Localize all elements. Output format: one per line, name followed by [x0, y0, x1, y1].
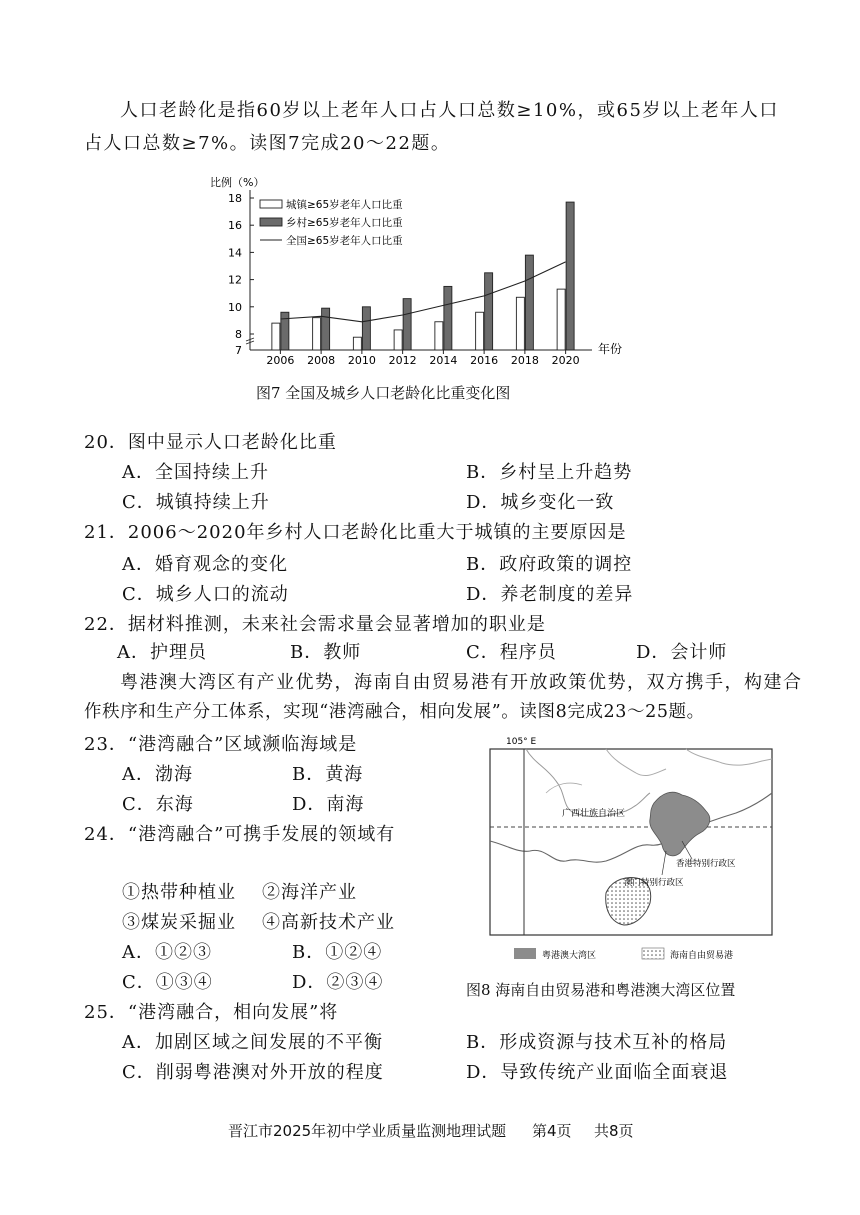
- chart-xlabel: 年份: [598, 342, 623, 356]
- q23-stem: 23．“港湾融合”区域濒临海域是: [84, 734, 358, 755]
- q23-option-b[interactable]: B．黄海: [292, 764, 364, 785]
- chart-bar-rural: [281, 312, 289, 350]
- map-legend-hainan-label: 海南自由贸易港: [670, 951, 734, 961]
- map-label-guangxi: 广西壮族自治区: [562, 809, 626, 819]
- chart-ytick-label: 18: [228, 192, 242, 205]
- chart-ytick-label: 12: [228, 273, 242, 287]
- chart-ytick-label: 10: [228, 300, 242, 314]
- q21-option-b[interactable]: B．政府政策的调控: [466, 554, 633, 575]
- map-label-hongkong: 香港特别行政区: [676, 859, 736, 869]
- q20-option-b[interactable]: B．乡村呈上升趋势: [466, 462, 633, 483]
- chart-ytick-label: 16: [228, 219, 242, 233]
- chart-bar-rural: [444, 286, 452, 350]
- intro-line-1: 人口老龄化是指60岁以上老年人口占人口总数≥10%，或65岁以上老年人口: [120, 100, 779, 121]
- chart-xtick-label: 2012: [388, 354, 417, 367]
- figure7-chart: [200, 170, 640, 370]
- legend-swatch-urban: [260, 200, 282, 208]
- chart-bar-urban: [516, 297, 524, 350]
- figure8-caption: 图8 海南自由贸易港和粤港澳大湾区位置: [466, 981, 736, 999]
- q24-stem: 24．“港湾融合”可携手发展的领域有: [84, 824, 396, 845]
- chart-bar-urban: [476, 312, 484, 350]
- q24-item-1: ①热带种植业: [122, 882, 236, 903]
- q21-option-a[interactable]: A．婚育观念的变化: [122, 554, 288, 575]
- q25-option-d[interactable]: D．导致传统产业面临全面衰退: [466, 1062, 729, 1083]
- q23-option-d[interactable]: D．南海: [292, 794, 365, 815]
- q21-option-d[interactable]: D．养老制度的差异: [466, 584, 634, 605]
- q25-option-a[interactable]: A．加剧区域之间发展的不平衡: [122, 1032, 383, 1053]
- chart-bar-urban: [353, 337, 361, 350]
- q22-option-a[interactable]: A．护理员: [117, 642, 207, 663]
- map-legend-gba-swatch: [514, 948, 536, 959]
- q24-option-b[interactable]: B．①②④: [292, 942, 383, 963]
- q20-option-d[interactable]: D．城乡变化一致: [466, 492, 615, 513]
- q24-item-4: ④高新技术产业: [262, 912, 395, 933]
- chart-bar-urban: [313, 318, 321, 350]
- figure7-caption: 图7 全国及城乡人口老龄化比重变化图: [256, 384, 511, 402]
- q21-option-c[interactable]: C．城乡人口的流动: [122, 584, 289, 605]
- q23-option-c[interactable]: C．东海: [122, 794, 194, 815]
- q24-item-2: ②海洋产业: [262, 882, 357, 903]
- chart-xtick-label: 2010: [347, 354, 376, 367]
- footer-total: 共8页: [594, 1122, 634, 1140]
- q20-stem: 20．图中显示人口老龄化比重: [84, 432, 337, 453]
- q23-option-a[interactable]: A．渤海: [122, 764, 193, 785]
- map-legend-hainan-swatch: [642, 948, 664, 959]
- chart-bar-rural: [485, 273, 493, 350]
- chart-ytick-label: 7: [235, 344, 242, 357]
- map-label-macau: 澳门特别行政区: [624, 878, 684, 888]
- legend-swatch-rural: [260, 218, 282, 226]
- chart-bar-rural: [566, 202, 574, 350]
- chart-ylabel: 比例（%）: [210, 176, 265, 189]
- q25-stem: 25．“港湾融合，相向发展”将: [84, 1002, 339, 1023]
- q22-option-d[interactable]: D．会计师: [636, 642, 728, 663]
- chart-xtick-label: 2016: [470, 354, 499, 367]
- q22-option-b[interactable]: B．教师: [290, 642, 362, 663]
- legend-label: 乡村≥65岁老年人口比重: [286, 217, 403, 229]
- intro2-line-2: 作秩序和生产分工体系，实现“港湾融合，相向发展”。读图8完成23～25题。: [84, 702, 705, 722]
- chart-ytick-label: 8: [235, 328, 242, 341]
- chart-xtick-label: 2014: [429, 354, 458, 367]
- chart-xtick-label: 2006: [266, 354, 295, 367]
- footer-title: 晋江市2025年初中学业质量监测地理试题: [228, 1122, 507, 1140]
- chart-xtick-label: 2008: [307, 354, 336, 367]
- chart-bar-urban: [272, 323, 280, 350]
- q20-option-a[interactable]: A．全国持续上升: [122, 462, 269, 483]
- q21-stem: 21．2006～2020年乡村人口老龄化比重大于城镇的主要原因是: [84, 522, 627, 543]
- figure8-map: [486, 733, 776, 969]
- q25-option-c[interactable]: C．削弱粤港澳对外开放的程度: [122, 1062, 384, 1083]
- chart-xtick-label: 2018: [510, 354, 539, 367]
- q24-item-3: ③煤炭采掘业: [122, 912, 236, 933]
- chart-ytick-label: 14: [228, 246, 242, 260]
- chart-bar-urban: [394, 330, 402, 350]
- legend-label: 城镇≥65岁老年人口比重: [286, 199, 403, 211]
- map-legend-gba-label: 粤港澳大湾区: [542, 951, 597, 961]
- q22-stem: 22．据材料推测，未来社会需求量会显著增加的职业是: [84, 614, 546, 635]
- chart-bar-rural: [403, 299, 411, 350]
- q22-option-c[interactable]: C．程序员: [466, 642, 557, 663]
- q25-option-b[interactable]: B．形成资源与技术互补的格局: [466, 1032, 728, 1053]
- chart-bar-rural: [322, 308, 330, 350]
- q24-option-c[interactable]: C．①③④: [122, 972, 213, 993]
- footer-page: 第4页: [532, 1122, 572, 1140]
- q24-option-a[interactable]: A．①②③: [122, 942, 212, 963]
- map-longitude-label: 105° E: [506, 737, 537, 747]
- chart-bar-rural: [525, 255, 533, 350]
- chart-bar-rural: [362, 307, 370, 350]
- chart-bar-urban: [557, 289, 565, 350]
- intro2-line-1: 粤港澳大湾区有产业优势，海南自由贸易港有开放政策优势，双方携手，构建合: [120, 672, 803, 693]
- q24-option-d[interactable]: D．②③④: [292, 972, 384, 993]
- intro-line-2: 占人口总数≥7%。读图7完成20～22题。: [84, 133, 451, 154]
- legend-label: 全国≥65岁老年人口比重: [286, 235, 403, 247]
- q20-option-c[interactable]: C．城镇持续上升: [122, 492, 270, 513]
- chart-xtick-label: 2020: [551, 354, 580, 367]
- chart-bar-urban: [435, 322, 443, 350]
